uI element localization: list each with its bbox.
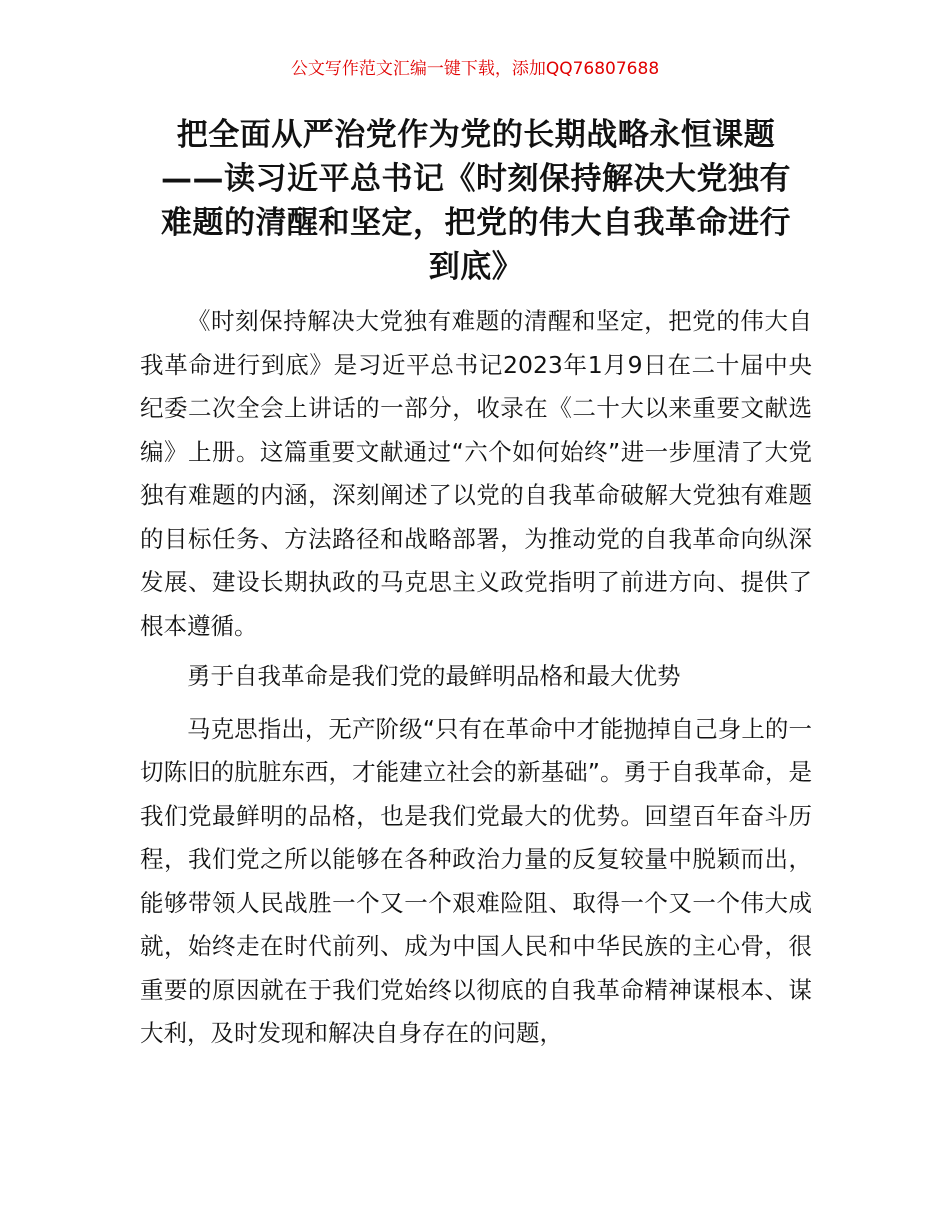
title-line: 把全面从严治党作为党的长期战略永恒课题: [176, 117, 776, 153]
title-line: 到底》: [428, 249, 524, 285]
document-title: [140, 113, 812, 289]
title-line: 难题的清醒和坚定，把党的伟大自我革命进行: [161, 205, 791, 241]
document-body: [140, 300, 812, 1056]
section-heading: 勇于自我革命是我们党的最鲜明品格和最大优势: [187, 662, 681, 690]
section-paragraph: 马克思指出，无产阶级“只有在革命中才能抛掉自己身上的一切陈旧的肮脏东西，才能建立社会的新基础”。勇于自我革命，是我们党最鲜明的品格，也是我们党最大的优势。回望百年奋斗历程，我们党之所以能够在各种政治力量的反复较量中脱颖而出，能够带领人民战胜一个又一个艰难险阻、取得一个又一个伟大成就，始终走在时代前列、成为中国人民和中华民族的主心骨，很重要的原因就在于我们党始终以彻底的自我革命精神谋根本、谋大利，及时发现和解决自身存在的问题，: [140, 714, 812, 1047]
header-download-note: 公文写作范文汇编一键下载，添加QQ76807688: [290, 59, 660, 79]
title-line: ——读习近平总书记《时刻保持解决大党独有: [161, 161, 791, 197]
intro-paragraph: 《时刻保持解决大党独有难题的清醒和坚定，把党的伟大自我革命进行到底》是习近平总书记2023年1月9日在二十届中央纪委二次全会上讲话的一部分，收录在《二十大以来重要文献选编》上册。这篇重要文献通过“六个如何始终”进一步厘清了大党独有难题的内涵，深刻阐述了以党的自我革命破解大党独有难题的目标任务、方法路径和战略部署，为推动党的自我革命向纵深发展、建设长期执政的马克思主义政党指明了前进方向、提供了根本遵循。: [140, 307, 812, 640]
